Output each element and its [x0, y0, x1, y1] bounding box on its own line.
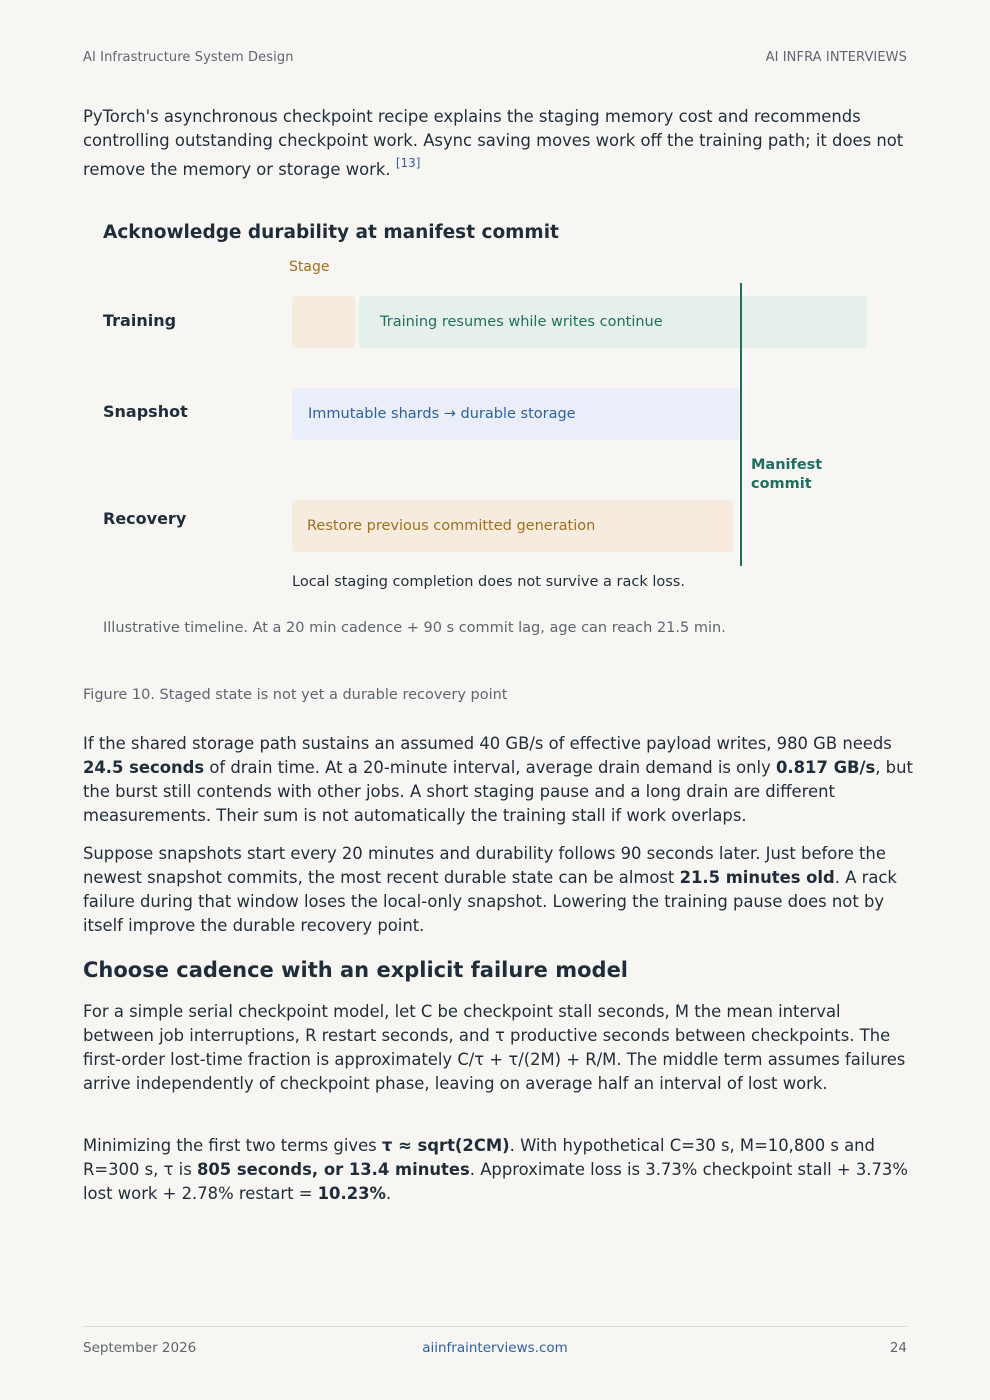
- emphasis: 21.5 minutes old: [679, 868, 835, 887]
- emphasis: 805 seconds, or 13.4 minutes: [196, 1160, 470, 1179]
- row-label-training: Training: [103, 311, 177, 330]
- manifest-commit-line: [740, 283, 742, 566]
- figure-caption: Figure 10. Staged state is not yet a durable recovery point: [83, 687, 508, 703]
- figure-note: Local staging completion does not survive a rack loss.: [292, 574, 685, 590]
- snapshot-bar-label: Immutable shards → durable storage: [308, 406, 576, 422]
- training-bar-label: Training resumes while writes continue: [380, 314, 663, 330]
- text-run: . With hypothetical C=30 s, M=10,800 s and R=300 s, τ is: [83, 1136, 875, 1179]
- emphasis: 0.817 GB/s: [776, 758, 876, 777]
- citation-link[interactable]: [13]: [395, 156, 421, 170]
- footer-date: September 2026: [83, 1340, 197, 1356]
- section-heading: Choose cadence with an explicit failure model: [83, 958, 629, 982]
- intro-paragraph: [83, 105, 913, 182]
- recovery-bar: [292, 500, 733, 552]
- emphasis: τ ≈ sqrt(2CM): [381, 1136, 510, 1155]
- intro-text: PyTorch's asynchronous checkpoint recipe explains the staging memory cost and recommends controlling outstanding checkpoint work. Async saving moves work off the training path; it does not remove the memory or storage work.: [83, 107, 904, 179]
- stage-bar: [292, 296, 355, 348]
- recovery-bar-label: Restore previous committed generation: [307, 518, 596, 534]
- text-run: , but the burst still contends with other jobs. A short staging pause and a long drain are different measurements. Their sum is not automatically the training stall if work overlaps.: [83, 758, 913, 825]
- site-link[interactable]: aiinfrainterviews.com: [422, 1340, 568, 1356]
- figure-title: Acknowledge durability at manifest commit: [103, 222, 559, 243]
- drain-paragraph: [83, 732, 913, 828]
- text-run: .: [385, 1184, 392, 1203]
- row-label-recovery: Recovery: [103, 509, 187, 528]
- figure-footnote: Illustrative timeline. At a 20 min cadence + 90 s commit lag, age can reach 21.5 min.: [103, 620, 726, 636]
- model-paragraph: [83, 1000, 913, 1096]
- text-run: For a simple serial checkpoint model, let C be checkpoint stall seconds, M the mean interval between job interruptions, R restart seconds, and τ productive seconds between checkpoints. The first-order lost-time fraction is approximately C/τ + τ/(2M) + R/M. The middle term assumes failures arrive independently of checkpoint phase, leaving on average half an interval of lost work.: [83, 1002, 906, 1093]
- emphasis: 24.5 seconds: [83, 758, 205, 777]
- manifest-commit-label: Manifest commit: [751, 457, 823, 492]
- emphasis: 10.23%: [317, 1184, 386, 1203]
- page-number: 24: [889, 1340, 907, 1356]
- training-bar: [359, 296, 867, 348]
- snapshot-bar: [292, 388, 739, 440]
- text-run: Minimizing the first two terms gives: [83, 1136, 382, 1155]
- text-run: . A rack failure during that window loses the local-only snapshot. Lowering the training pause does not by itself improve the durable recovery point.: [83, 868, 897, 935]
- text-run: Suppose snapshots start every 20 minutes and durability follows 90 seconds later. Just before the newest snapshot commits, the most recent durable state can be almost: [83, 844, 886, 887]
- running-header-brand: AI INFRA INTERVIEWS: [765, 50, 907, 65]
- row-label-snapshot: Snapshot: [103, 402, 188, 421]
- text-run: . Approximate loss is 3.73% checkpoint stall + 3.73% lost work + 2.78% restart =: [83, 1160, 908, 1203]
- stage-label: Stage: [289, 259, 330, 275]
- text-run: of drain time. At a 20-minute interval, average drain demand is only: [204, 758, 777, 777]
- running-header-title: AI Infrastructure System Design: [83, 50, 294, 65]
- durability-paragraph: [83, 842, 913, 938]
- footer-site-link: [0, 1340, 990, 1356]
- cadence-paragraph: [83, 1134, 913, 1206]
- text-run: If the shared storage path sustains an assumed 40 GB/s of effective payload writes, 980 GB needs: [83, 734, 892, 753]
- footer-divider: [83, 1326, 907, 1327]
